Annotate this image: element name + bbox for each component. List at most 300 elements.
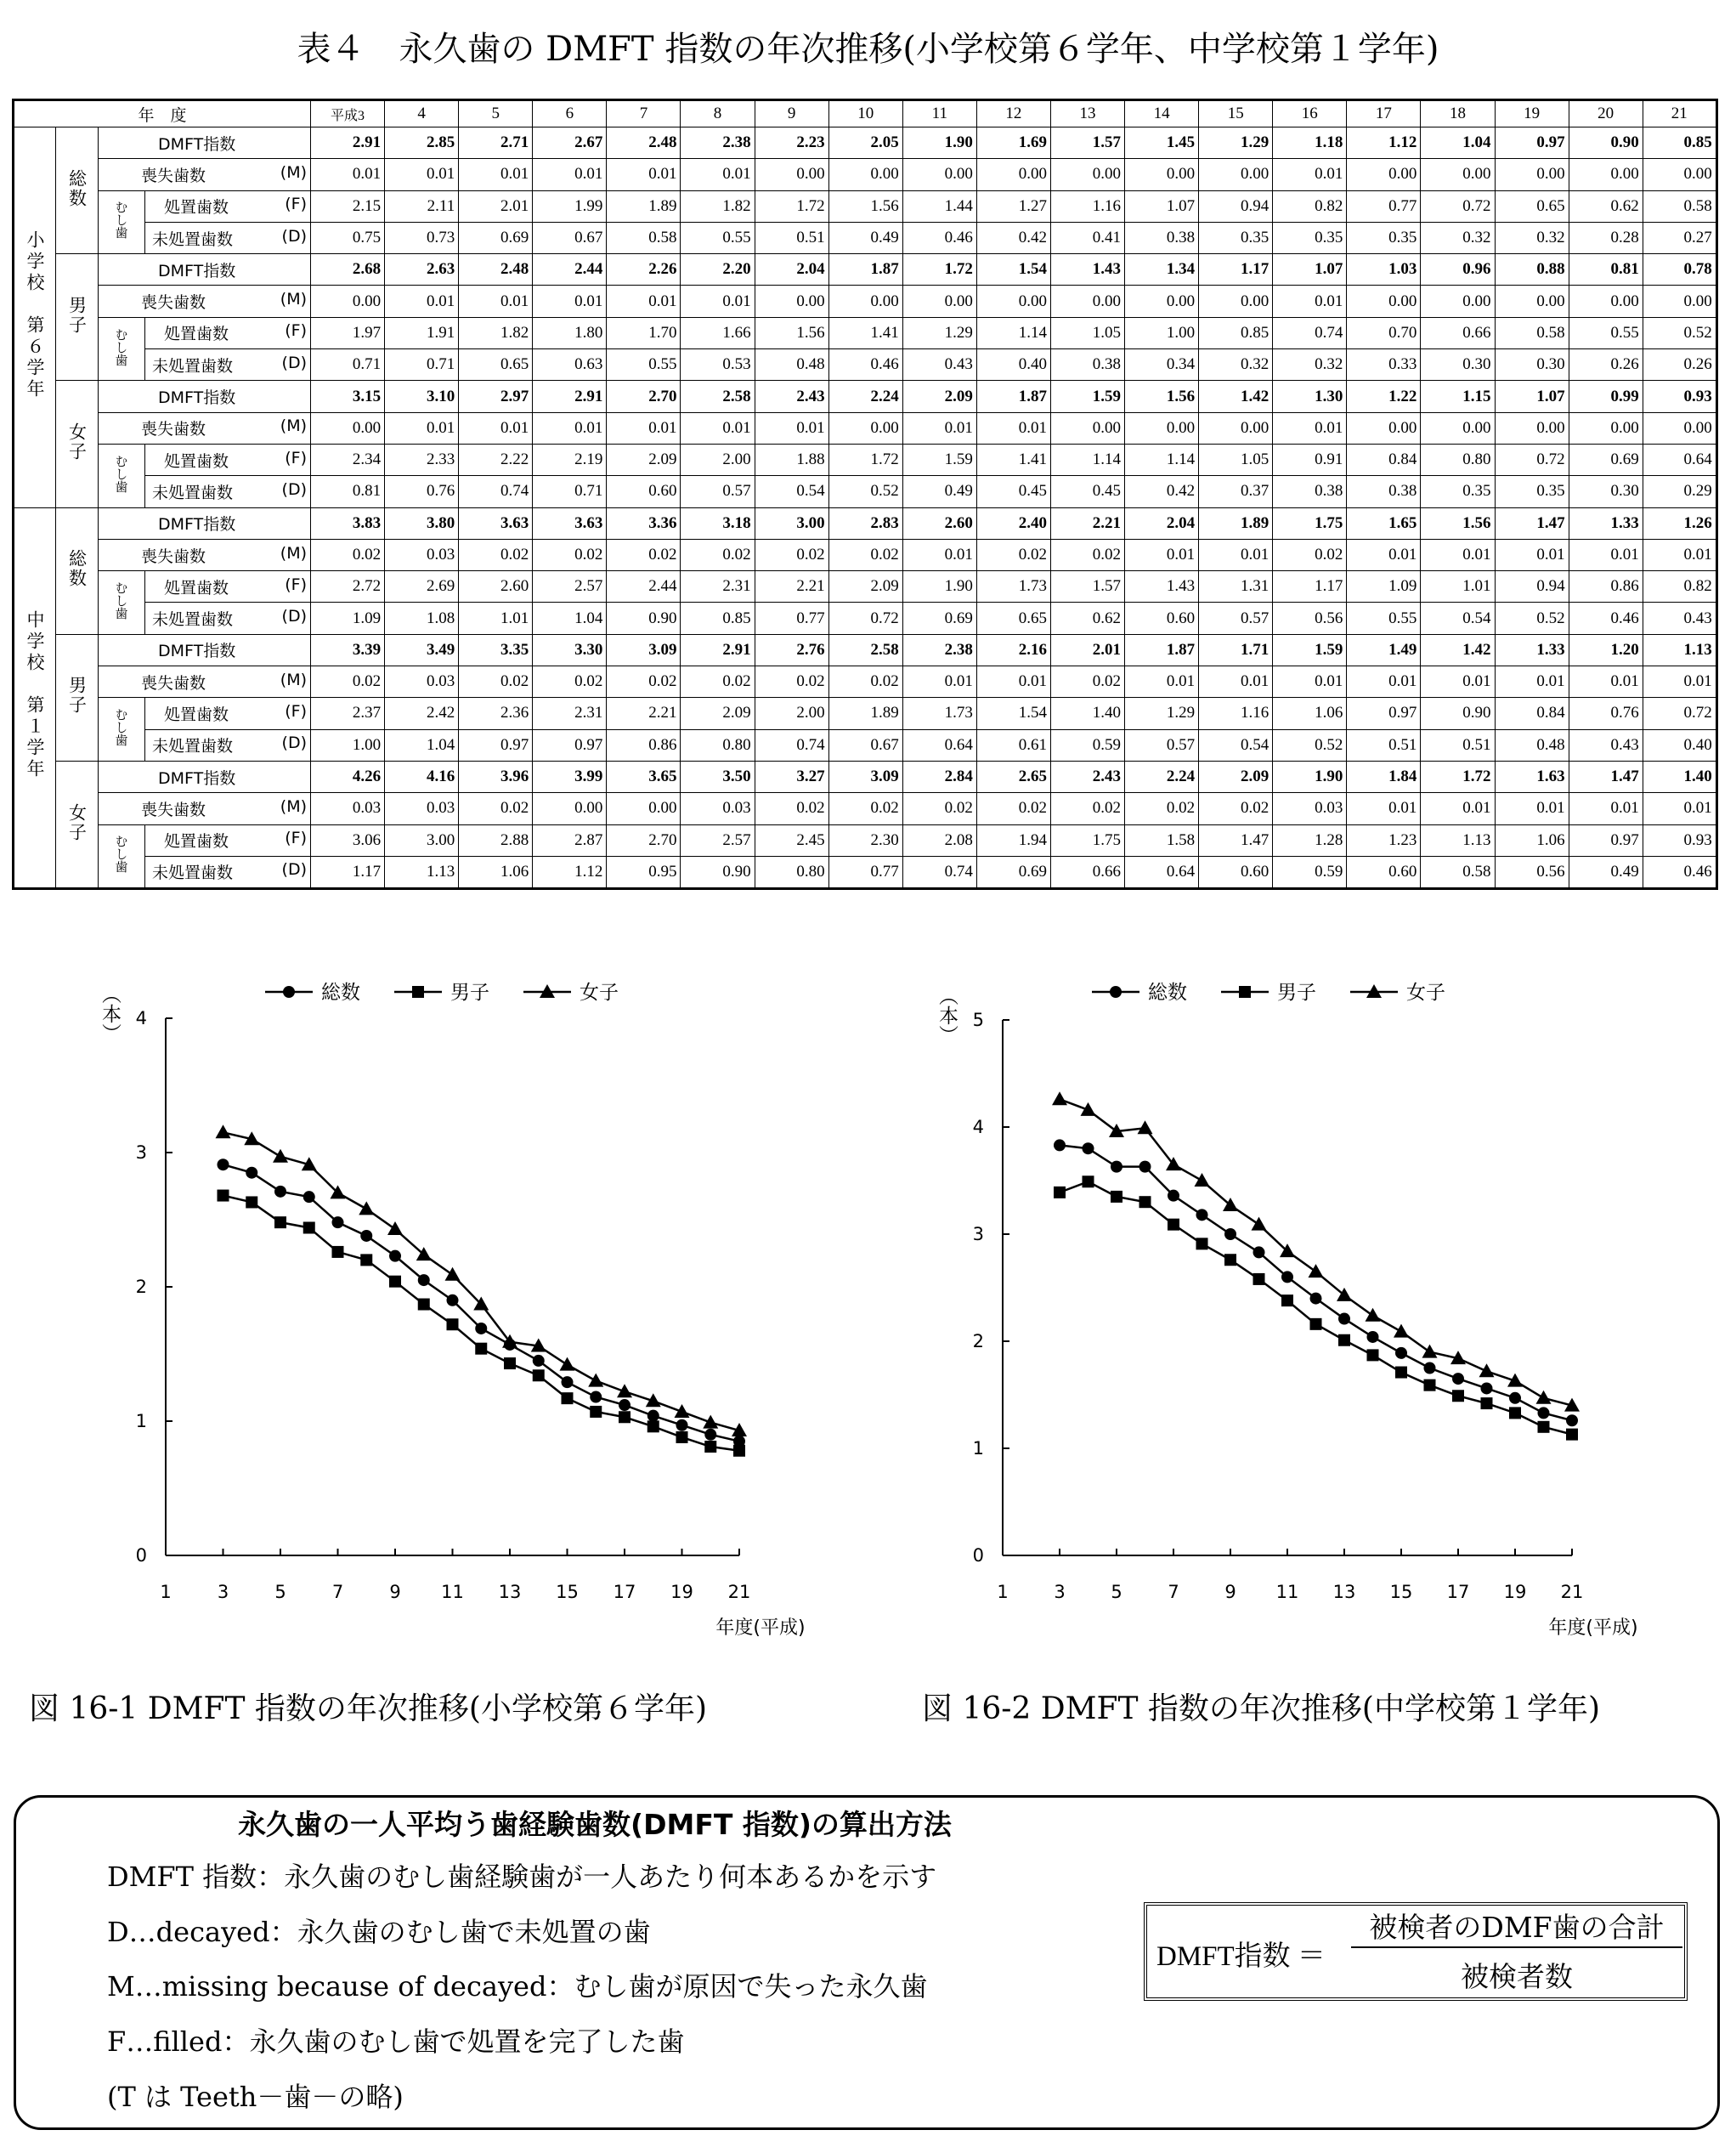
table-cell: 0.90 — [681, 856, 755, 888]
table-cell: 1.00 — [1125, 317, 1199, 348]
table-cell: 0.62 — [1569, 190, 1643, 222]
table-cell: 0.51 — [1347, 729, 1421, 761]
table-cell: 0.72 — [1495, 444, 1569, 475]
table-cell: 2.36 — [459, 698, 533, 729]
table-cell: 2.63 — [385, 254, 459, 286]
table-cell: 0.28 — [1569, 222, 1643, 253]
table-cell: 0.00 — [1347, 286, 1421, 317]
legend-label: 女子 — [1406, 982, 1445, 1004]
legend-label: 総数 — [1148, 982, 1187, 1004]
row-label: 喪失歯数 (M) — [99, 666, 311, 698]
x-tick-label: 15 — [556, 1582, 579, 1602]
table-cell: 0.26 — [1569, 349, 1643, 381]
table-cell: 0.00 — [607, 793, 681, 824]
data-point-triangle — [1479, 1363, 1495, 1377]
group-label: 女子 — [56, 381, 99, 507]
table-cell: 0.02 — [828, 666, 902, 698]
table-cell: 2.26 — [607, 254, 681, 286]
row-label: 未処置歯数 (D) — [145, 856, 311, 888]
data-point-circle — [647, 1410, 659, 1422]
table-cell: 1.06 — [1495, 824, 1569, 856]
data-point-square — [360, 1254, 372, 1266]
table-cell: 0.52 — [1643, 317, 1716, 348]
table-cell: 0.90 — [607, 603, 681, 634]
table-cell: 1.14 — [976, 317, 1050, 348]
header-year: 7 — [607, 100, 681, 127]
table-cell: 0.58 — [607, 222, 681, 253]
data-point-triangle — [1394, 1324, 1409, 1338]
table-cell: 2.37 — [311, 698, 385, 729]
table-cell: 0.76 — [1569, 698, 1643, 729]
data-point-triangle — [1195, 1173, 1210, 1187]
table-cell: 0.00 — [755, 159, 828, 190]
table-cell: 1.01 — [1421, 571, 1495, 603]
table-cell: 0.02 — [976, 793, 1050, 824]
table-cell: 1.58 — [1125, 824, 1199, 856]
data-point-square — [533, 1369, 545, 1381]
table-cell: 2.20 — [681, 254, 755, 286]
data-point-square — [332, 1246, 344, 1258]
table-cell: 0.01 — [385, 159, 459, 190]
data-point-square — [619, 1411, 631, 1423]
y-tick-label: 3 — [972, 1224, 984, 1244]
x-tick-label: 1 — [997, 1582, 1009, 1602]
table-cell: 0.80 — [755, 856, 828, 888]
table-cell: 0.85 — [1199, 317, 1273, 348]
table-cell: 1.56 — [1125, 381, 1199, 412]
table-cell: 0.64 — [1643, 444, 1716, 475]
table-cell: 0.38 — [1050, 349, 1124, 381]
table-cell: 0.27 — [1643, 222, 1716, 253]
table-cell: 1.07 — [1495, 381, 1569, 412]
table-cell: 0.32 — [1495, 222, 1569, 253]
x-tick-label: 5 — [1111, 1582, 1122, 1602]
table-cell: 1.41 — [976, 444, 1050, 475]
data-point-circle — [360, 1230, 372, 1242]
table-row — [14, 856, 1717, 888]
table-cell: 1.82 — [459, 317, 533, 348]
table-cell: 1.33 — [1495, 634, 1569, 666]
table-cell: 0.96 — [1421, 254, 1495, 286]
method-line-dmft: DMFT 指数：永久歯のむし歯経験歯が一人あたり何本あるかを示す — [107, 1861, 937, 1893]
data-point-circle — [475, 1323, 487, 1334]
mushi-label: むし歯 — [99, 444, 145, 507]
table-cell: 2.58 — [828, 634, 902, 666]
table-cell: 1.18 — [1273, 127, 1347, 159]
table-cell: 0.42 — [1125, 476, 1199, 507]
table-cell: 1.66 — [681, 317, 755, 348]
table-cell: 0.00 — [976, 286, 1050, 317]
header-year: 21 — [1643, 100, 1716, 127]
table-cell: 0.02 — [1050, 793, 1124, 824]
table-cell: 0.65 — [1495, 190, 1569, 222]
table-cell: 2.57 — [533, 571, 607, 603]
header-year: 5 — [459, 100, 533, 127]
x-tick-label: 11 — [441, 1582, 464, 1602]
table-cell: 1.69 — [976, 127, 1050, 159]
table-cell: 0.49 — [902, 476, 976, 507]
table-cell: 0.82 — [1643, 571, 1716, 603]
table-cell: 0.52 — [828, 476, 902, 507]
data-point-triangle — [1536, 1391, 1552, 1404]
table-cell: 2.33 — [385, 444, 459, 475]
group-label: 総数 — [56, 127, 99, 254]
table-cell: 0.02 — [459, 793, 533, 824]
table-cell: 0.48 — [1495, 729, 1569, 761]
data-point-triangle — [588, 1374, 603, 1387]
table-cell: 0.70 — [1347, 317, 1421, 348]
table-cell: 0.01 — [1569, 539, 1643, 570]
data-point-square — [676, 1431, 688, 1443]
data-point-square — [590, 1406, 602, 1418]
table-cell: 1.41 — [828, 317, 902, 348]
table-cell: 3.09 — [828, 761, 902, 792]
table-cell: 0.63 — [533, 349, 607, 381]
table-cell: 2.09 — [902, 381, 976, 412]
header-year: 14 — [1125, 100, 1199, 127]
table-cell: 0.01 — [1347, 793, 1421, 824]
data-point-square — [1224, 1254, 1236, 1266]
data-point-square — [1111, 1191, 1122, 1203]
table-cell: 3.30 — [533, 634, 607, 666]
header-year: 16 — [1273, 100, 1347, 127]
table-cell: 3.10 — [385, 381, 459, 412]
data-point-square — [475, 1343, 487, 1355]
table-row — [14, 159, 1717, 190]
data-point-circle — [1310, 1293, 1322, 1305]
table-row — [14, 444, 1717, 475]
table-cell: 0.00 — [1421, 286, 1495, 317]
table-cell: 0.43 — [902, 349, 976, 381]
table-cell: 0.00 — [1643, 159, 1716, 190]
header-year: 6 — [533, 100, 607, 127]
table-cell: 0.02 — [681, 666, 755, 698]
formula-lhs: DMFT指数 ＝ — [1156, 1941, 1326, 1972]
table-cell: 2.87 — [533, 824, 607, 856]
header-year: 4 — [385, 100, 459, 127]
table-cell: 0.00 — [1569, 412, 1643, 444]
table-cell: 2.48 — [607, 127, 681, 159]
table-row — [14, 349, 1717, 381]
table-cell: 0.03 — [385, 539, 459, 570]
table-cell: 1.94 — [976, 824, 1050, 856]
table-cell: 0.01 — [1199, 666, 1273, 698]
table-cell: 3.00 — [385, 824, 459, 856]
data-point-circle — [1395, 1347, 1407, 1359]
table-cell: 0.01 — [533, 412, 607, 444]
table-cell: 0.00 — [1125, 286, 1199, 317]
table-cell: 0.01 — [1495, 666, 1569, 698]
table-cell: 0.35 — [1347, 222, 1421, 253]
table-cell: 0.34 — [1125, 349, 1199, 381]
data-point-square — [303, 1221, 315, 1233]
method-title: 永久歯の一人平均う歯経験歯数(DMFT 指数)の算出方法 — [238, 1808, 952, 1841]
data-point-square — [389, 1276, 401, 1288]
table-cell: 0.62 — [1050, 603, 1124, 634]
chart-junior-high — [850, 969, 1733, 1649]
data-point-circle — [619, 1399, 631, 1411]
data-point-triangle — [1252, 1217, 1267, 1231]
x-tick-label: 9 — [1224, 1582, 1236, 1602]
table-cell: 0.76 — [385, 476, 459, 507]
table-cell: 1.26 — [1643, 507, 1716, 539]
table-cell: 1.87 — [976, 381, 1050, 412]
table-cell: 0.00 — [311, 412, 385, 444]
table-cell: 2.69 — [385, 571, 459, 603]
table-cell: 1.20 — [1569, 634, 1643, 666]
x-tick-label: 17 — [1446, 1582, 1470, 1602]
table-cell: 0.00 — [1569, 159, 1643, 190]
table-cell: 0.02 — [533, 666, 607, 698]
table-cell: 0.02 — [1050, 666, 1124, 698]
table-cell: 0.01 — [1643, 666, 1716, 698]
table-cell: 2.67 — [533, 127, 607, 159]
row-label: DMFT指数 — [99, 507, 311, 539]
table-cell: 4.16 — [385, 761, 459, 792]
table-cell: 0.58 — [1495, 317, 1569, 348]
data-point-circle — [1083, 1142, 1094, 1154]
table-cell: 1.59 — [902, 444, 976, 475]
formula-fraction-bar — [1351, 1946, 1682, 1948]
table-cell: 1.13 — [1643, 634, 1716, 666]
table-cell: 3.63 — [459, 507, 533, 539]
data-point-triangle — [617, 1384, 632, 1397]
table-cell: 0.69 — [976, 856, 1050, 888]
table-cell: 1.03 — [1347, 254, 1421, 286]
data-point-circle — [1509, 1392, 1521, 1404]
table-cell: 0.66 — [1421, 317, 1495, 348]
table-cell: 1.16 — [1050, 190, 1124, 222]
table-cell: 2.23 — [755, 127, 828, 159]
table-cell: 1.07 — [1125, 190, 1199, 222]
y-axis-label: （本） — [936, 986, 958, 1045]
table-cell: 0.90 — [1421, 698, 1495, 729]
table-cell: 0.35 — [1495, 476, 1569, 507]
table-cell: 0.69 — [902, 603, 976, 634]
table-cell: 1.90 — [1273, 761, 1347, 792]
table-cell: 0.93 — [1643, 824, 1716, 856]
table-cell: 0.01 — [755, 412, 828, 444]
table-cell: 0.00 — [902, 159, 976, 190]
table-cell: 0.46 — [828, 349, 902, 381]
data-point-circle — [1253, 1246, 1265, 1258]
table-cell: 2.91 — [533, 381, 607, 412]
table-cell: 1.07 — [1273, 254, 1347, 286]
table-cell: 1.82 — [681, 190, 755, 222]
table-cell: 0.00 — [1643, 286, 1716, 317]
table-cell: 0.65 — [459, 349, 533, 381]
data-point-triangle — [703, 1415, 718, 1429]
row-label: 処置歯数 (F) — [145, 190, 311, 222]
table-cell: 0.03 — [385, 666, 459, 698]
table-cell: 0.01 — [1125, 666, 1199, 698]
table-cell: 0.52 — [1273, 729, 1347, 761]
x-tick-label: 7 — [331, 1582, 344, 1602]
table-cell: 2.16 — [976, 634, 1050, 666]
data-point-square — [1083, 1175, 1094, 1187]
table-row — [14, 412, 1717, 444]
table-cell: 2.44 — [607, 571, 681, 603]
table-cell: 0.01 — [1273, 412, 1347, 444]
data-point-square — [504, 1357, 516, 1369]
table-cell: 2.31 — [533, 698, 607, 729]
table-cell: 0.00 — [1569, 286, 1643, 317]
table-cell: 3.50 — [681, 761, 755, 792]
table-cell: 1.30 — [1273, 381, 1347, 412]
table-cell: 0.81 — [311, 476, 385, 507]
table-cell: 1.29 — [902, 317, 976, 348]
table-cell: 0.57 — [1199, 603, 1273, 634]
y-tick-label: 4 — [972, 1117, 984, 1137]
table-cell: 0.01 — [1421, 793, 1495, 824]
table-cell: 0.01 — [459, 412, 533, 444]
table-cell: 2.70 — [607, 381, 681, 412]
table-cell: 1.84 — [1347, 761, 1421, 792]
x-tick-label: 17 — [613, 1582, 636, 1602]
table-cell: 0.02 — [311, 539, 385, 570]
chart-elementary — [0, 969, 850, 1649]
table-cell: 1.13 — [1421, 824, 1495, 856]
table-cell: 3.00 — [755, 507, 828, 539]
table-cell: 0.57 — [1125, 729, 1199, 761]
series-line-square — [1060, 1181, 1572, 1434]
table-cell: 1.12 — [533, 856, 607, 888]
table-row — [14, 127, 1717, 159]
row-label: DMFT指数 — [99, 761, 311, 792]
table-cell: 2.88 — [459, 824, 533, 856]
table-cell: 3.09 — [607, 634, 681, 666]
table-cell: 0.95 — [607, 856, 681, 888]
table-cell: 1.17 — [311, 856, 385, 888]
table-cell: 0.00 — [311, 286, 385, 317]
table-cell: 0.43 — [1569, 729, 1643, 761]
table-cell: 0.00 — [1421, 159, 1495, 190]
table-cell: 0.49 — [1569, 856, 1643, 888]
table-cell: 1.87 — [1125, 634, 1199, 666]
table-cell: 0.48 — [755, 349, 828, 381]
table-cell: 0.01 — [902, 539, 976, 570]
row-label: DMFT指数 — [99, 381, 311, 412]
table-cell: 0.00 — [1050, 159, 1124, 190]
table-cell: 2.58 — [681, 381, 755, 412]
table-cell: 0.02 — [828, 793, 902, 824]
y-tick-label: 0 — [135, 1545, 147, 1566]
legend-label: 男子 — [450, 982, 489, 1004]
table-cell: 2.21 — [755, 571, 828, 603]
table-cell: 0.03 — [681, 793, 755, 824]
table-cell: 2.57 — [681, 824, 755, 856]
data-point-triangle — [1052, 1091, 1067, 1105]
table-cell: 0.97 — [1495, 127, 1569, 159]
table-cell: 1.42 — [1421, 634, 1495, 666]
table-cell: 0.38 — [1273, 476, 1347, 507]
table-cell: 1.01 — [459, 603, 533, 634]
chart-svg — [850, 969, 1733, 1649]
table-cell: 0.00 — [828, 412, 902, 444]
table-cell: 0.35 — [1421, 476, 1495, 507]
table-cell: 0.60 — [607, 476, 681, 507]
table-cell: 2.01 — [1050, 634, 1124, 666]
table-cell: 2.08 — [902, 824, 976, 856]
table-cell: 1.04 — [1421, 127, 1495, 159]
table-row — [14, 286, 1717, 317]
table-cell: 1.87 — [828, 254, 902, 286]
header-year: 15 — [1199, 100, 1273, 127]
row-label: 処置歯数 (F) — [145, 698, 311, 729]
header-year: 19 — [1495, 100, 1569, 127]
table-cell: 0.00 — [828, 159, 902, 190]
x-tick-label: 21 — [1560, 1582, 1584, 1602]
table-cell: 1.00 — [311, 729, 385, 761]
table-cell: 1.59 — [1050, 381, 1124, 412]
data-point-square — [1367, 1349, 1379, 1361]
table-cell: 0.49 — [828, 222, 902, 253]
x-tick-label: 11 — [1275, 1582, 1299, 1602]
row-label: 喪失歯数 (M) — [99, 159, 311, 190]
table-cell: 1.73 — [976, 571, 1050, 603]
table-cell: 0.38 — [1125, 222, 1199, 253]
table-cell: 1.29 — [1199, 127, 1273, 159]
mushi-label: むし歯 — [99, 824, 145, 889]
data-point-circle — [1054, 1139, 1066, 1151]
data-point-circle — [274, 1186, 286, 1198]
table-cell: 0.02 — [681, 539, 755, 570]
table-cell: 3.06 — [311, 824, 385, 856]
group-label: 男子 — [56, 254, 99, 381]
table-cell: 1.14 — [1050, 444, 1124, 475]
data-point-square — [1310, 1318, 1322, 1330]
row-label: 未処置歯数 (D) — [145, 476, 311, 507]
table-cell: 0.01 — [1273, 159, 1347, 190]
table-row — [14, 539, 1717, 570]
table-cell: 0.00 — [1495, 286, 1569, 317]
table-cell: 0.80 — [681, 729, 755, 761]
header-year: 11 — [902, 100, 976, 127]
table-cell: 3.27 — [755, 761, 828, 792]
table-cell: 0.02 — [902, 793, 976, 824]
table-cell: 0.53 — [681, 349, 755, 381]
table-cell: 0.03 — [311, 793, 385, 824]
data-point-square — [1253, 1273, 1265, 1285]
table-cell: 0.01 — [1569, 793, 1643, 824]
x-tick-label: 15 — [1389, 1582, 1413, 1602]
table-cell: 0.01 — [1643, 539, 1716, 570]
table-row — [14, 603, 1717, 634]
table-cell: 0.02 — [607, 539, 681, 570]
data-point-triangle — [1081, 1102, 1096, 1116]
table-cell: 2.97 — [459, 381, 533, 412]
row-label: 処置歯数 (F) — [145, 824, 311, 856]
table-cell: 0.93 — [1643, 381, 1716, 412]
table-cell: 0.54 — [755, 476, 828, 507]
table-cell: 0.01 — [681, 412, 755, 444]
table-row — [14, 793, 1717, 824]
table-cell: 2.60 — [459, 571, 533, 603]
data-point-square — [1139, 1196, 1151, 1208]
table-cell: 0.97 — [459, 729, 533, 761]
table-cell: 2.60 — [902, 507, 976, 539]
table-cell: 1.72 — [1421, 761, 1495, 792]
data-point-square — [1281, 1294, 1293, 1306]
table-cell: 2.31 — [681, 571, 755, 603]
chart1-caption: 図 16-1 DMFT 指数の年次推移(小学校第６学年) — [29, 1691, 708, 1726]
data-point-square — [1395, 1367, 1407, 1379]
table-cell: 0.82 — [1273, 190, 1347, 222]
table-cell: 1.72 — [902, 254, 976, 286]
table-cell: 0.64 — [902, 729, 976, 761]
table-cell: 2.85 — [385, 127, 459, 159]
table-cell: 2.91 — [311, 127, 385, 159]
